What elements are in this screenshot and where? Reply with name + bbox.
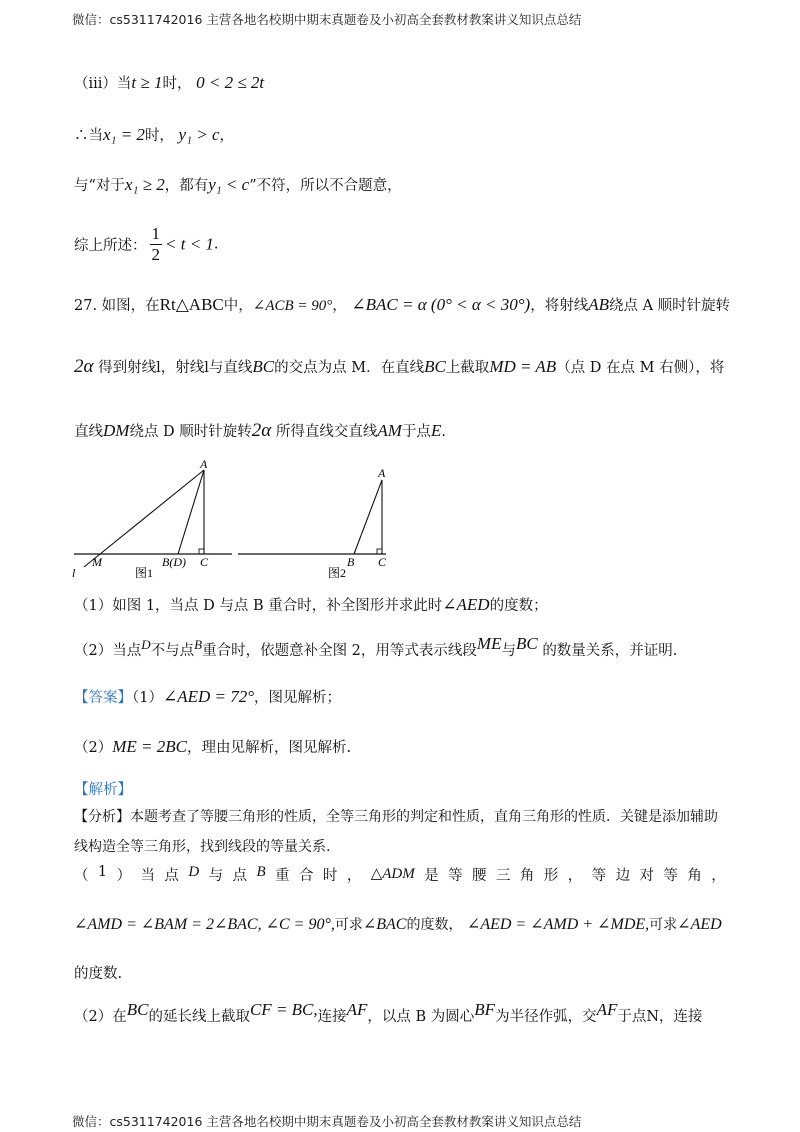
label-l-fig1: l [72,566,76,580]
explanation-part-1-end: 的度数. [74,966,123,982]
label-bd-fig1: B(D) [162,555,186,569]
label-m-fig1: M [92,555,102,569]
geometry-figures [60,456,420,584]
justified-char: △ADM [370,866,415,882]
question-27-line-3: 直线DM绕点 D 顺时针旋转2α 所得直线交直线AM于点E. [74,420,446,441]
right-angle-mark-fig1 [199,549,204,554]
page-header: 微信：cs5311742016 主营各地名校期中期末真题卷及小初高全套教材教案讲义知识点总结 [72,12,582,27]
label-c-fig2: C [378,555,387,569]
justified-char: （ [74,868,89,884]
question-27-line-1: 27. 如图，在Rt△ABC中，∠ACB = 90°， ∠BAC = α (0° < α < 30°)，将射线AB绕点 A 顺时针旋转 [74,295,731,314]
justified-char: 角 [519,868,535,884]
sub-question-1: （1）如图 1，当点 D 与点 B 重合时，补全图形并求此时∠AED的度数； [74,595,548,614]
fraction-half: $\frac{1}{2}$ [151,224,160,264]
justified-char: ） [116,868,132,884]
justified-char: 角 [687,868,702,884]
segment-ab-fig1 [178,470,204,554]
question-27-line-2: 2α 得到射线l，射线l与直线BC的交点为点 M．在直线BC上截取MD = AB（点 D 在点 M 右侧），将 [74,356,725,377]
analysis-label: 【解析】 [74,782,132,798]
figure-1 [72,457,232,580]
text-line-conclusion: 综上所述： $\frac{1}{2}$ < t < 1. [74,224,219,264]
label-c-fig1: C [200,555,209,569]
segment-ab-fig2 [354,480,382,554]
justified-char: 等 [663,868,678,884]
justified-char: 形 [543,868,559,884]
justified-char: 三 [495,868,511,884]
answer-line-2: （2）ME = 2BC，理由见解析，图见解析. [74,737,352,756]
label-a-fig1: A [200,457,208,471]
justified-char: 合 [298,868,314,884]
justified-char: 当 [140,868,155,884]
caption-fig2: 图2 [328,566,347,580]
answer-line-1: 【答案】（1）∠AED = 72°，图见解析； [74,687,342,706]
text-line-therefore: ∴当x₁ = 2时， y₁ > c， [74,125,235,144]
ray-l-fig1 [84,470,204,567]
justified-char: ， [567,868,583,884]
justified-char: 是 [424,868,439,884]
label-a-fig2: A [378,466,386,480]
justified-char: 点 [232,868,248,884]
justified-char: D [188,864,200,880]
figure-2 [238,466,387,580]
explanation-part-1-formula: ∠AMD = ∠BAM = 2∠BAC, ∠C = 90°,可求∠BAC的度数， ∠AED = ∠AMD + ∠MDE,可求∠AED [74,916,722,933]
page-footer: 微信：cs5311742016 主营各地名校期中期末真题卷及小初高全套教材教案讲义知识点总结 [72,1114,582,1129]
text-line-case-iii: （iii）当t ≥ 1时， 0 < 2 ≤ 2t [74,73,265,92]
right-angle-mark-fig2 [377,549,382,554]
justified-char: 与 [208,868,224,884]
justified-char: 边 [615,868,631,884]
fenxi-line-1: 【分析】本题考查了等腰三角形的性质，全等三角形的判定和性质，直角三角形的性质．关键是添加辅助 [74,809,718,825]
justified-char: 点 [164,868,179,884]
fenxi-line-2: 线构造全等三角形，找到线段的等量关系. [74,839,331,855]
justified-char: 等 [448,868,463,884]
justified-char: ， [711,868,726,884]
justified-char: ， [346,868,362,884]
justified-char: 腰 [472,868,487,884]
justified-char: 对 [639,868,654,884]
explanation-part-1-line [74,864,726,885]
justified-char: 时 [322,868,338,884]
justified-char: B [256,864,266,880]
sub-question-2: （2）当点D不与点B重合时，依题意补全图 2，用等式表示线段ME与BC 的数量关系，并证明. [74,634,678,659]
text-line-contradiction: 与“对于x₁ ≥ 2，都有y₁ < c”不符，所以不合题意， [74,175,402,194]
justified-char: 重 [275,868,290,884]
label-b-fig2: B [347,555,355,569]
caption-fig1: 图1 [135,566,154,580]
explanation-part-2-line: （2）在BC的延长线上截取CF = BC,连接AF，以点 B 为圆心BF为半径作弧，交AF于点N，连接 [74,1000,703,1025]
justified-char: 1 [97,864,108,880]
justified-char: 等 [591,868,607,884]
answer-label: 【答案】 [74,690,132,706]
